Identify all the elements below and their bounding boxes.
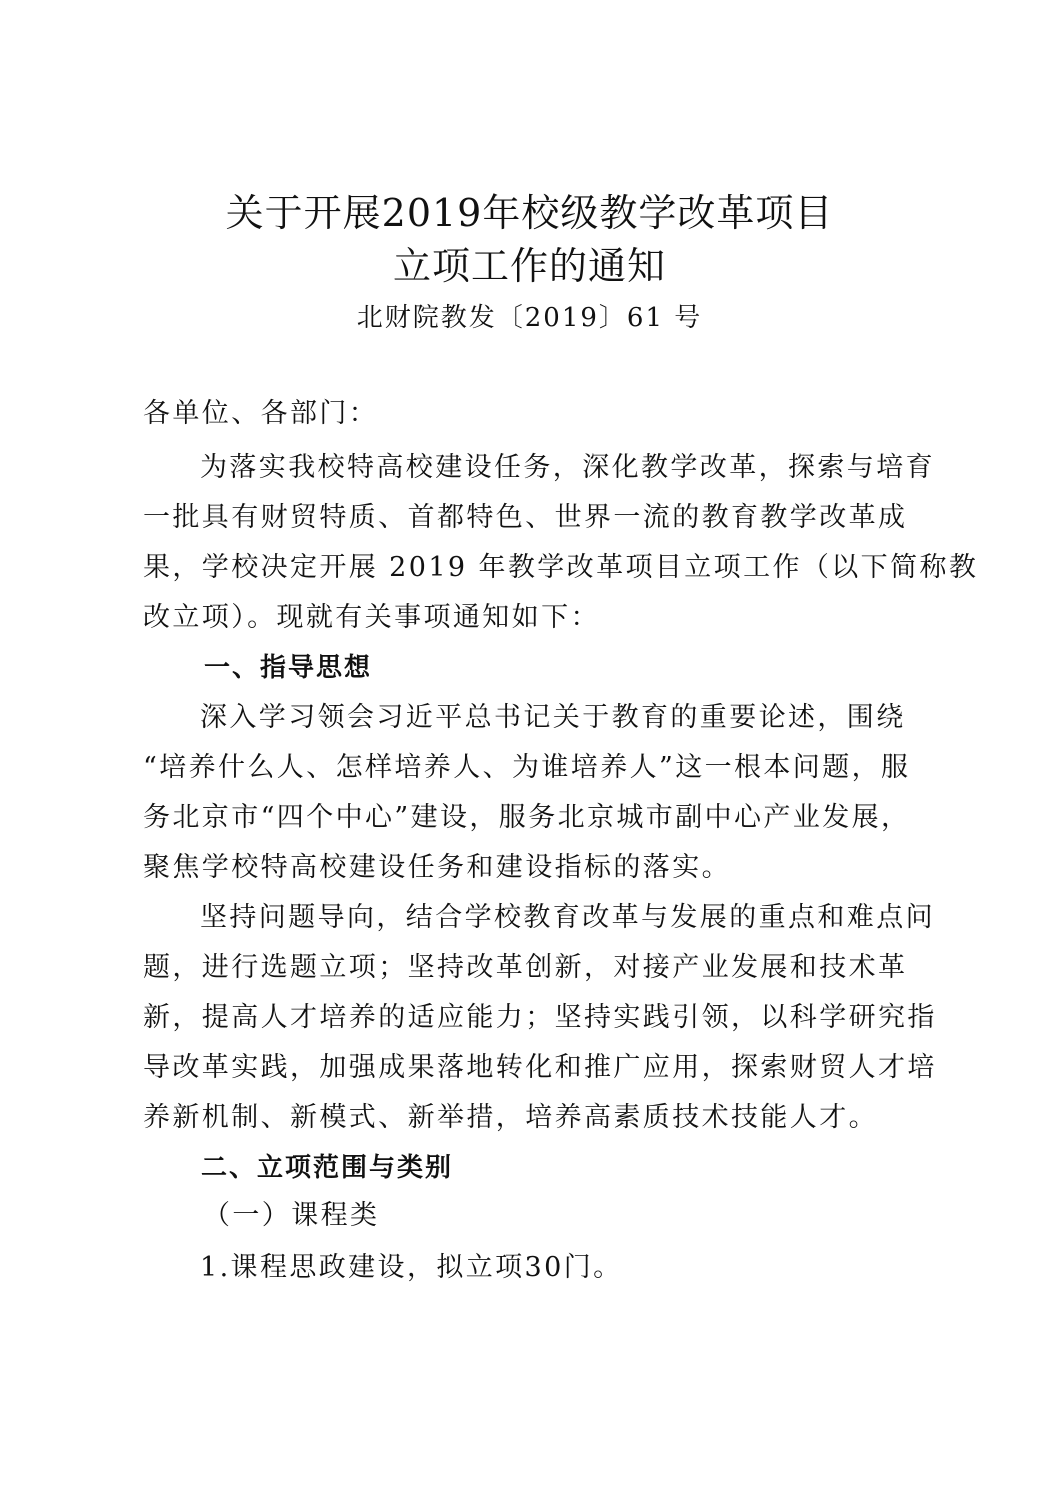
document-title-line-2: 立项工作的通知 bbox=[392, 244, 666, 288]
intro-line: 为落实我校特高校建设任务，深化教学改革，探索与培育 bbox=[200, 452, 935, 483]
intro-line: 一批具有财贸特质、首都特色、世界一流的教育教学改革成 bbox=[143, 502, 908, 533]
section-heading-scope-and-category: 二、立项范围与类别 bbox=[201, 1153, 454, 1183]
document-number: 北财院教发〔2019〕61 号 bbox=[356, 303, 703, 333]
document-title-line-1: 关于开展2019年校级教学改革项目 bbox=[225, 191, 834, 235]
section-heading-guiding-ideology: 一、指导思想 bbox=[204, 653, 373, 683]
paragraph-line: 深入学习领会习近平总书记关于教育的重要论述，围绕 bbox=[200, 702, 906, 733]
paragraph-line: 聚焦学校特高校建设任务和建设指标的落实。 bbox=[143, 852, 731, 883]
paragraph-line: 新，提高人才培养的适应能力；坚持实践引领，以科学研究指 bbox=[143, 1002, 937, 1033]
paragraph-line: 导改革实践，加强成果落地转化和推广应用，探索财贸人才培 bbox=[143, 1052, 937, 1083]
paragraph-line: 养新机制、新模式、新举措，培养高素质技术技能人才。 bbox=[143, 1102, 878, 1133]
paragraph-line: 题，进行选题立项；坚持改革创新，对接产业发展和技术革 bbox=[143, 952, 908, 983]
salutation: 各单位、各部门： bbox=[143, 398, 379, 429]
paragraph-line: “培养什么人、怎样培养人、为谁培养人”这一根本问题，服 bbox=[143, 752, 911, 783]
paragraph-line: 务北京市“四个中心”建设，服务北京城市副中心产业发展， bbox=[143, 802, 911, 833]
paragraph-line: 坚持问题导向，结合学校教育改革与发展的重点和难点问 bbox=[200, 902, 935, 933]
list-item: 1.课程思政建设，拟立项30门。 bbox=[200, 1252, 623, 1283]
intro-line: 果，学校决定开展 2019 年教学改革项目立项工作（以下简称教 bbox=[143, 552, 979, 583]
intro-line: 改立项）。现就有关事项通知如下： bbox=[143, 602, 600, 633]
subsection-heading-course: （一）课程类 bbox=[203, 1200, 380, 1231]
